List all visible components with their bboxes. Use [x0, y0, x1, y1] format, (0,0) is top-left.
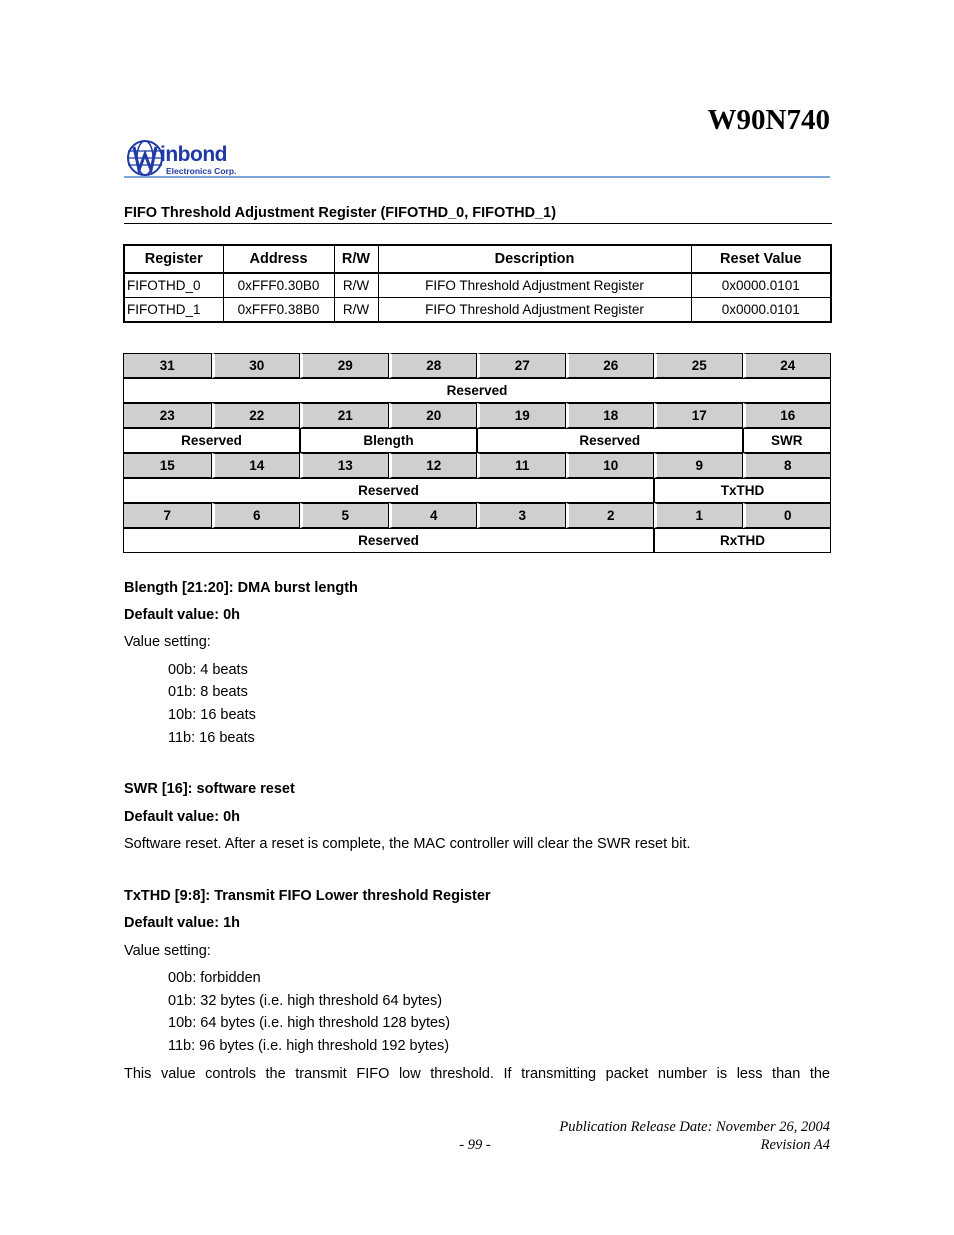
bit-number: 12: [389, 453, 478, 478]
bit-number: 23: [123, 403, 212, 428]
blength-value-setting: Value setting:: [124, 634, 211, 650]
cell-description: FIFO Threshold Adjustment Register: [378, 298, 691, 323]
col-header-description: Description: [378, 245, 691, 273]
field-rxthd: RxTHD: [654, 528, 831, 553]
cell-register: FIFOTHD_0: [124, 273, 223, 298]
header-rule: [124, 176, 830, 178]
bit-field-row: [123, 378, 831, 403]
cell-description: FIFO Threshold Adjustment Register: [378, 273, 691, 298]
cell-reset-value: 0x0000.0101: [691, 273, 831, 298]
list-item: 00b: forbidden: [168, 970, 261, 986]
revision: Revision A4: [760, 1137, 830, 1153]
list-item: 11b: 16 beats: [168, 730, 255, 746]
bit-number: 14: [212, 453, 301, 478]
field-swr: SWR: [743, 428, 832, 453]
swr-default: Default value: 0h: [124, 809, 241, 825]
cell-address: 0xFFF0.30B0: [223, 273, 334, 298]
cell-rw: R/W: [334, 298, 378, 323]
bit-number: 4: [389, 503, 478, 528]
list-item: 11b: 96 bytes (i.e. high threshold 192 bytes): [168, 1038, 450, 1054]
col-header-rw: R/W: [334, 245, 378, 273]
field-blength: Blength: [300, 428, 477, 453]
txthd-default: Default value: 1h: [124, 915, 241, 931]
bit-number: 16: [743, 403, 832, 428]
bit-number: 8: [743, 453, 832, 478]
txthd-description: This value controls the transmit FIFO low threshold. If transmitting packet number is less than the: [124, 1066, 830, 1082]
bit-number: 24: [743, 353, 832, 378]
table-row: [124, 273, 831, 298]
bit-number: 5: [300, 503, 389, 528]
winbond-logo: [126, 139, 266, 179]
list-item: 00b: 4 beats: [168, 662, 248, 678]
bit-number: 21: [300, 403, 389, 428]
bit-number: 10: [566, 453, 655, 478]
bit-number: 7: [123, 503, 212, 528]
bit-field-table: [123, 353, 831, 553]
bit-number: 28: [389, 353, 478, 378]
logo-wordmark: inbond: [160, 143, 227, 166]
bit-number: 13: [300, 453, 389, 478]
section-title: FIFO Threshold Adjustment Register (FIFOTHD_0, FIFOTHD_1): [124, 205, 557, 221]
list-item: 01b: 8 beats: [168, 684, 248, 700]
bit-number: 11: [477, 453, 566, 478]
bit-number: 22: [212, 403, 301, 428]
field-reserved: Reserved: [123, 478, 654, 503]
bit-number: 6: [212, 503, 301, 528]
logo-subtitle: Electronics Corp.: [166, 166, 237, 176]
bit-number: 19: [477, 403, 566, 428]
list-item: 10b: 64 bytes (i.e. high threshold 128 bytes): [168, 1015, 451, 1031]
bit-number: 9: [654, 453, 743, 478]
bit-number: 0: [743, 503, 832, 528]
txthd-heading: TxTHD [9:8]: Transmit FIFO Lower threshold Register: [124, 888, 491, 904]
bit-number-row: [123, 453, 831, 478]
swr-description: Software reset. After a reset is complete, the MAC controller will clear the SWR reset bit.: [124, 836, 691, 852]
col-header-register: Register: [124, 245, 223, 273]
bit-number: 20: [389, 403, 478, 428]
field-reserved: Reserved: [477, 428, 743, 453]
col-header-address: Address: [223, 245, 334, 273]
field-reserved: Reserved: [123, 378, 831, 403]
table-row: [124, 298, 831, 323]
document-title: W90N740: [707, 104, 830, 136]
bit-number-row: [123, 403, 831, 428]
bit-number: 31: [123, 353, 212, 378]
publication-date: Publication Release Date: November 26, 2004: [559, 1119, 830, 1135]
bit-number-row: [123, 503, 831, 528]
bit-field-row: [123, 528, 831, 553]
col-header-reset-value: Reset Value: [691, 245, 831, 273]
bit-number: 30: [212, 353, 301, 378]
bit-number-row: [123, 353, 831, 378]
list-item: 01b: 32 bytes (i.e. high threshold 64 bytes): [168, 993, 443, 1009]
cell-address: 0xFFF0.38B0: [223, 298, 334, 323]
field-reserved: Reserved: [123, 428, 300, 453]
blength-heading: Blength [21:20]: DMA burst length: [124, 580, 358, 596]
blength-default: Default value: 0h: [124, 607, 241, 623]
bit-number: 26: [566, 353, 655, 378]
register-table: [123, 244, 832, 323]
list-item: 10b: 16 beats: [168, 707, 256, 723]
cell-register: FIFOTHD_1: [124, 298, 223, 323]
bit-number: 2: [566, 503, 655, 528]
cell-rw: R/W: [334, 273, 378, 298]
bit-number: 17: [654, 403, 743, 428]
bit-number: 29: [300, 353, 389, 378]
bit-field-row: [123, 428, 831, 453]
section-rule: [124, 223, 832, 224]
bit-number: 25: [654, 353, 743, 378]
txthd-value-setting: Value setting:: [124, 943, 211, 959]
field-reserved: Reserved: [123, 528, 654, 553]
bit-number: 18: [566, 403, 655, 428]
field-txthd: TxTHD: [654, 478, 831, 503]
register-table-header: [124, 245, 831, 273]
cell-reset-value: 0x0000.0101: [691, 298, 831, 323]
bit-field-row: [123, 478, 831, 503]
swr-heading: SWR [16]: software reset: [124, 781, 295, 797]
bit-number: 27: [477, 353, 566, 378]
page-number: - 99 -: [459, 1137, 491, 1153]
bit-number: 1: [654, 503, 743, 528]
bit-number: 3: [477, 503, 566, 528]
bit-number: 15: [123, 453, 212, 478]
